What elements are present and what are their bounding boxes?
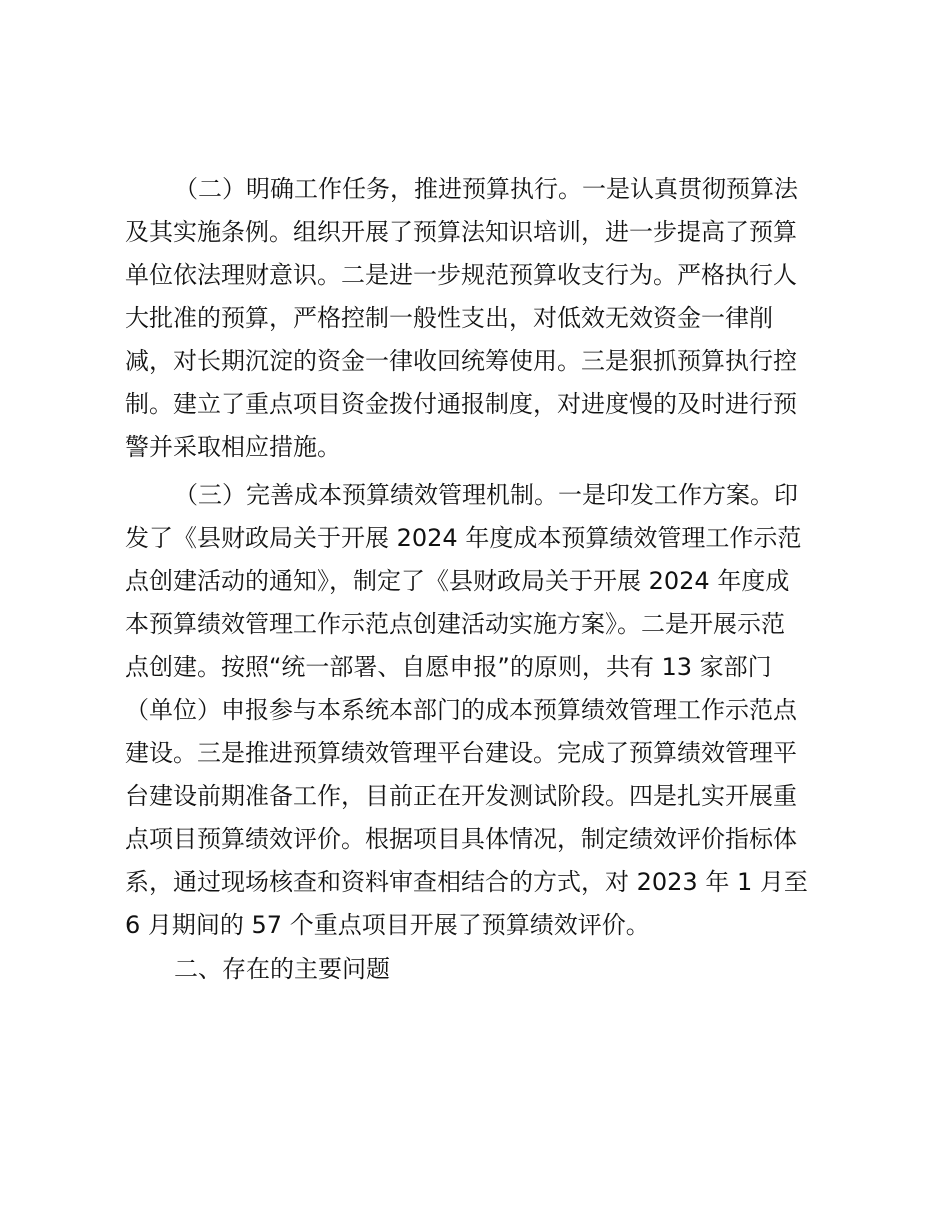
paragraph-2-line-7: 警并采取相应措施。	[125, 433, 341, 461]
section-heading: 二、存在的主要问题	[174, 955, 390, 983]
paragraph-3-line-9: 点项目预算绩效评价。根据项目具体情况，制定绩效评价指标体	[125, 825, 797, 853]
paragraph-2-line-4: 大批准的预算，严格控制一般性支出，对低效无效资金一律削	[125, 304, 773, 332]
paragraph-2-line-2: 及其实施条例。组织开展了预算法知识培训，进一步提高了预算	[125, 218, 797, 246]
paragraph-2-line-6: 制。建立了重点项目资金拨付通报制度，对进度慢的及时进行预	[125, 390, 797, 418]
paragraph-2-line-1: （二）明确工作任务，推进预算执行。一是认真贯彻预算法	[174, 175, 798, 203]
paragraph-3-line-7: 建设。三是推进预算绩效管理平台建设。完成了预算绩效管理平	[125, 739, 797, 767]
paragraph-3-line-5: 点创建。按照“统一部署、自愿申报”的原则，共有 13 家部门	[125, 653, 772, 681]
paragraph-3-line-11: 6 月期间的 57 个重点项目开展了预算绩效评价。	[125, 911, 650, 939]
paragraph-3-line-8: 台建设前期准备工作，目前正在开发测试阶段。四是扎实开展重	[125, 782, 797, 810]
paragraph-2-line-5: 减，对长期沉淀的资金一律收回统筹使用。三是狠抓预算执行控	[125, 347, 797, 375]
paragraph-3-line-4: 本预算绩效管理工作示范点创建活动实施方案》。二是开展示范	[125, 610, 785, 638]
paragraph-3-line-6: （单位）申报参与本系统本部门的成本预算绩效管理工作示范点	[125, 696, 797, 724]
paragraph-2-line-3: 单位依法理财意识。二是进一步规范预算收支行为。严格执行人	[125, 261, 797, 289]
paragraph-3-line-3: 点创建活动的通知》，制定了《县财政局关于开展 2024 年度成	[125, 567, 790, 595]
paragraph-3-line-2: 发了《县财政局关于开展 2024 年度成本预算绩效管理工作示范	[125, 524, 802, 552]
paragraph-3-line-10: 系，通过现场核查和资料审查相结合的方式，对 2023 年 1 月至	[125, 868, 808, 896]
paragraph-3-line-1: （三）完善成本预算绩效管理机制。一是印发工作方案。印	[174, 481, 798, 509]
